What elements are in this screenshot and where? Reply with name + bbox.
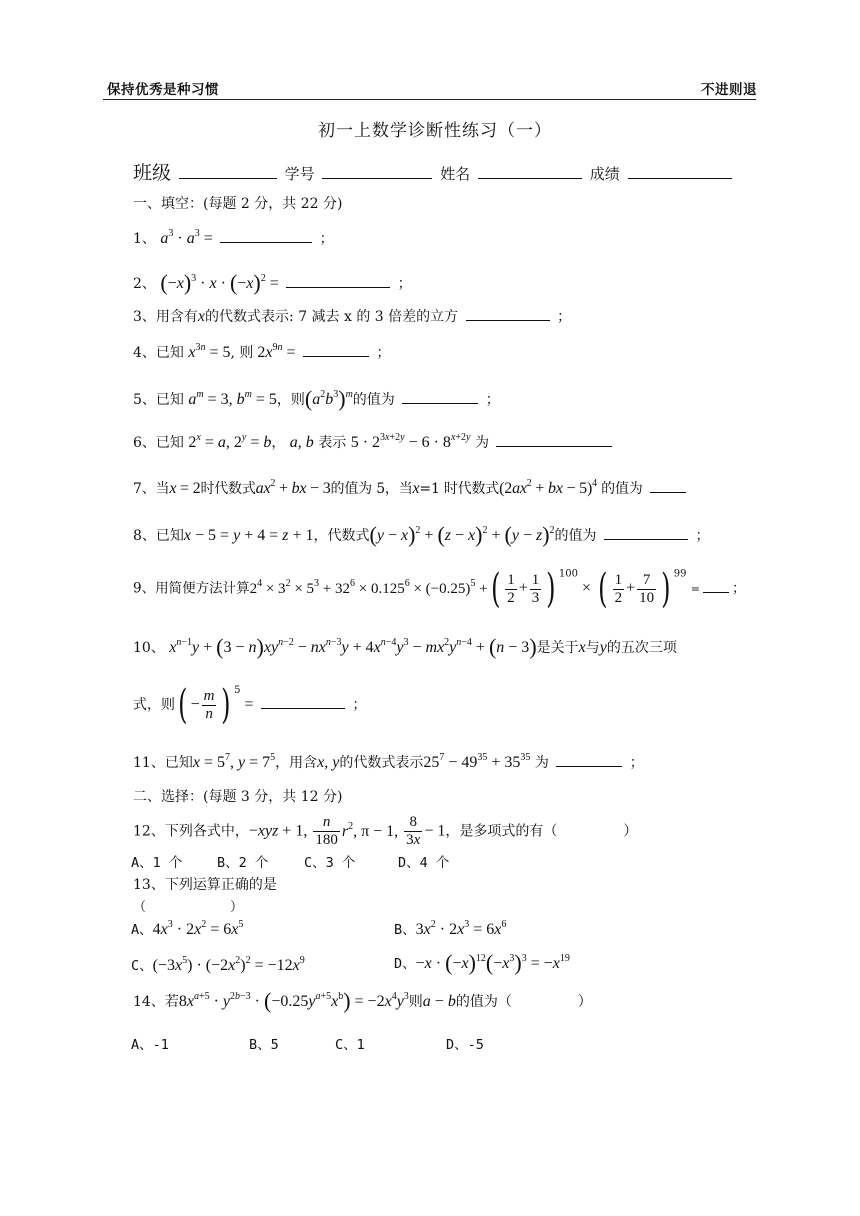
q9-answer-field[interactable] — [703, 578, 729, 593]
question-14: 14、若$8x^{a+5} \cdot y^{2b-3} \cdot (-0.25y^{a+5}x^b) = -2x^4y^3$则a − b的值为（ ） — [133, 988, 592, 1013]
q13-option-d[interactable]: D、$-x \cdot (-x)^{12}(-x^3)^3 = -x^{19}$ — [394, 950, 570, 975]
question-8: 8、已知x − 5 = y + 4 = z + 1，代数式$(y - x)^2 + (z - x)^2 + (y - z)^2$的值为 ； — [133, 522, 710, 547]
question-10-line2: 式，则( − $\frac{m}{n}$ ) $^5$ = ； — [133, 682, 367, 728]
section-choice-heading: 二、选择：(每题 3 分，共 12 分) — [133, 789, 343, 805]
q14-option-a[interactable]: A、-1 — [131, 1037, 169, 1053]
q1-answer-field[interactable] — [220, 228, 312, 243]
q4-answer-field[interactable] — [303, 342, 369, 357]
q6-expression: $2^x = a$, $2^y = b$ — [188, 432, 272, 451]
question-12: 12、下列各式中，−xyz + 1, $\frac{n}{180}$ $r^2$, π − 1, $\frac{8}{3x}$ − 1，是多项式的有（ ） — [133, 814, 638, 848]
question-11: 11、已知$x = 5^7$, $y = 7^5$，用含x, y的代数式表示$25^7 - 49^{35} + 35^{35}$ 为 ； — [133, 752, 644, 771]
q10-expression: $x^{n-1}y + (3 - n)xy^{n-2} - nx^{n-3}y + 4x^{n-4}y^3 - mx^2y^{n-4} + (n - 3)$ — [169, 634, 537, 659]
question-5: 5、已知 $a^m = 3$, $b^m = 5$，则$(a^2b^3)^m$的值为 ； — [133, 386, 500, 411]
q12-option-b[interactable]: B、2 个 — [217, 855, 269, 871]
q3-answer-field[interactable] — [466, 306, 550, 321]
q2-answer-field[interactable] — [286, 273, 390, 288]
score-label: 成绩 — [589, 165, 620, 183]
page-title: 初一上数学诊断性练习（一） — [318, 121, 552, 141]
question-9: 9、用简便方法计算$2^4 \times 3^2 \times 5^3 + 32^6 \times 0.125^6 \times (-0.25)^5$ +( $\frac{1}{2}$ + $\frac{1}{3}$ ) $^{100}$ × ( $\frac{1}{2}$ + $\frac{7}{10}$ ) $^{99}$ = ； — [133, 566, 746, 612]
question-10: 10、 $x^{n-1}y + (3 - n)xy^{n-2} - nx^{n-3}y + 4x^{n-4}y^3 - mx^2y^{n-4} + (n - 3)$是关于x与y的五次三项 — [133, 634, 677, 659]
q1-expression: $a^3 \cdot a^3$ = — [160, 228, 213, 247]
question-4: 4、已知 $x^{3n} = 5$, 则 $2x^{9n}$ = ； — [133, 342, 391, 361]
question-3: 3、用含有x的代数式表示: 7 减去 x 的 3 倍差的立方 ； — [133, 308, 572, 325]
question-13: 13、下列运算正确的是 — [133, 877, 277, 893]
header-motto: 保持优秀是种习惯 — [107, 82, 219, 98]
q14-option-b[interactable]: B、5 — [249, 1037, 279, 1053]
q12-option-d[interactable]: D、4 个 — [398, 855, 450, 871]
question-1: 1、 $a^3 \cdot a^3$ = ； — [133, 228, 334, 247]
score-field[interactable] — [628, 164, 732, 179]
question-13-paren: （ ） — [133, 900, 244, 915]
q5-answer-field[interactable] — [402, 389, 478, 404]
q5-expression: $a^m = 3$, $b^m = 5$ — [188, 389, 277, 408]
id-label: 学号 — [284, 165, 315, 183]
header-rule — [103, 99, 756, 100]
name-field[interactable] — [478, 164, 582, 179]
q13-option-a[interactable]: A、$4x^3 \cdot 2x^2 = 6x^5$ — [131, 919, 244, 938]
q14-option-c[interactable]: C、1 — [335, 1037, 365, 1053]
question-7: 7、当x = 2时代数式$ax^2$ + bx − 3的值为 5，当x=1 时代数式($2ax^2$ + bx − 5)$^4$ 的值为 — [133, 478, 689, 498]
q13-option-c[interactable]: C、$(-3x^5) \cdot (-2x^2)^2 = -12x^9$ — [131, 955, 305, 974]
q10-answer-field[interactable] — [261, 694, 345, 709]
question-2: 2、 $(-x)^3 \cdot x \cdot (-x)^2$ = ； — [133, 270, 412, 295]
q2-expression: $(-x)^3 \cdot x \cdot (-x)^2$ = — [160, 270, 279, 295]
class-label: 班级 — [133, 162, 172, 184]
q11-answer-field[interactable] — [556, 752, 622, 767]
q14-option-d[interactable]: D、-5 — [446, 1037, 484, 1053]
section-fill-heading: 一、填空：(每题 2 分，共 22 分) — [133, 196, 343, 212]
class-field[interactable] — [179, 164, 277, 179]
id-field[interactable] — [322, 164, 432, 179]
student-info-row — [133, 158, 735, 185]
question-6: 6、已知 $2^x = a$, $2^y = b$， a, b 表示 $5 \cdot 2^{3x+2y} - 6 \cdot 8^{x+2y}$ 为 — [133, 432, 615, 452]
q6-answer-field[interactable] — [496, 432, 612, 447]
q4-expression: $x^{3n} = 5$ — [188, 342, 231, 361]
q12-option-c[interactable]: C、3 个 — [304, 855, 356, 871]
q8-answer-field[interactable] — [604, 525, 688, 540]
q13-option-b[interactable]: B、$3x^2 \cdot 2x^3 = 6x^6$ — [394, 919, 507, 938]
q7-answer-field[interactable] — [650, 478, 686, 493]
q12-option-a[interactable]: A、1 个 — [131, 855, 183, 871]
name-label: 姓名 — [440, 165, 471, 183]
header-slogan: 不进则退 — [701, 82, 757, 98]
